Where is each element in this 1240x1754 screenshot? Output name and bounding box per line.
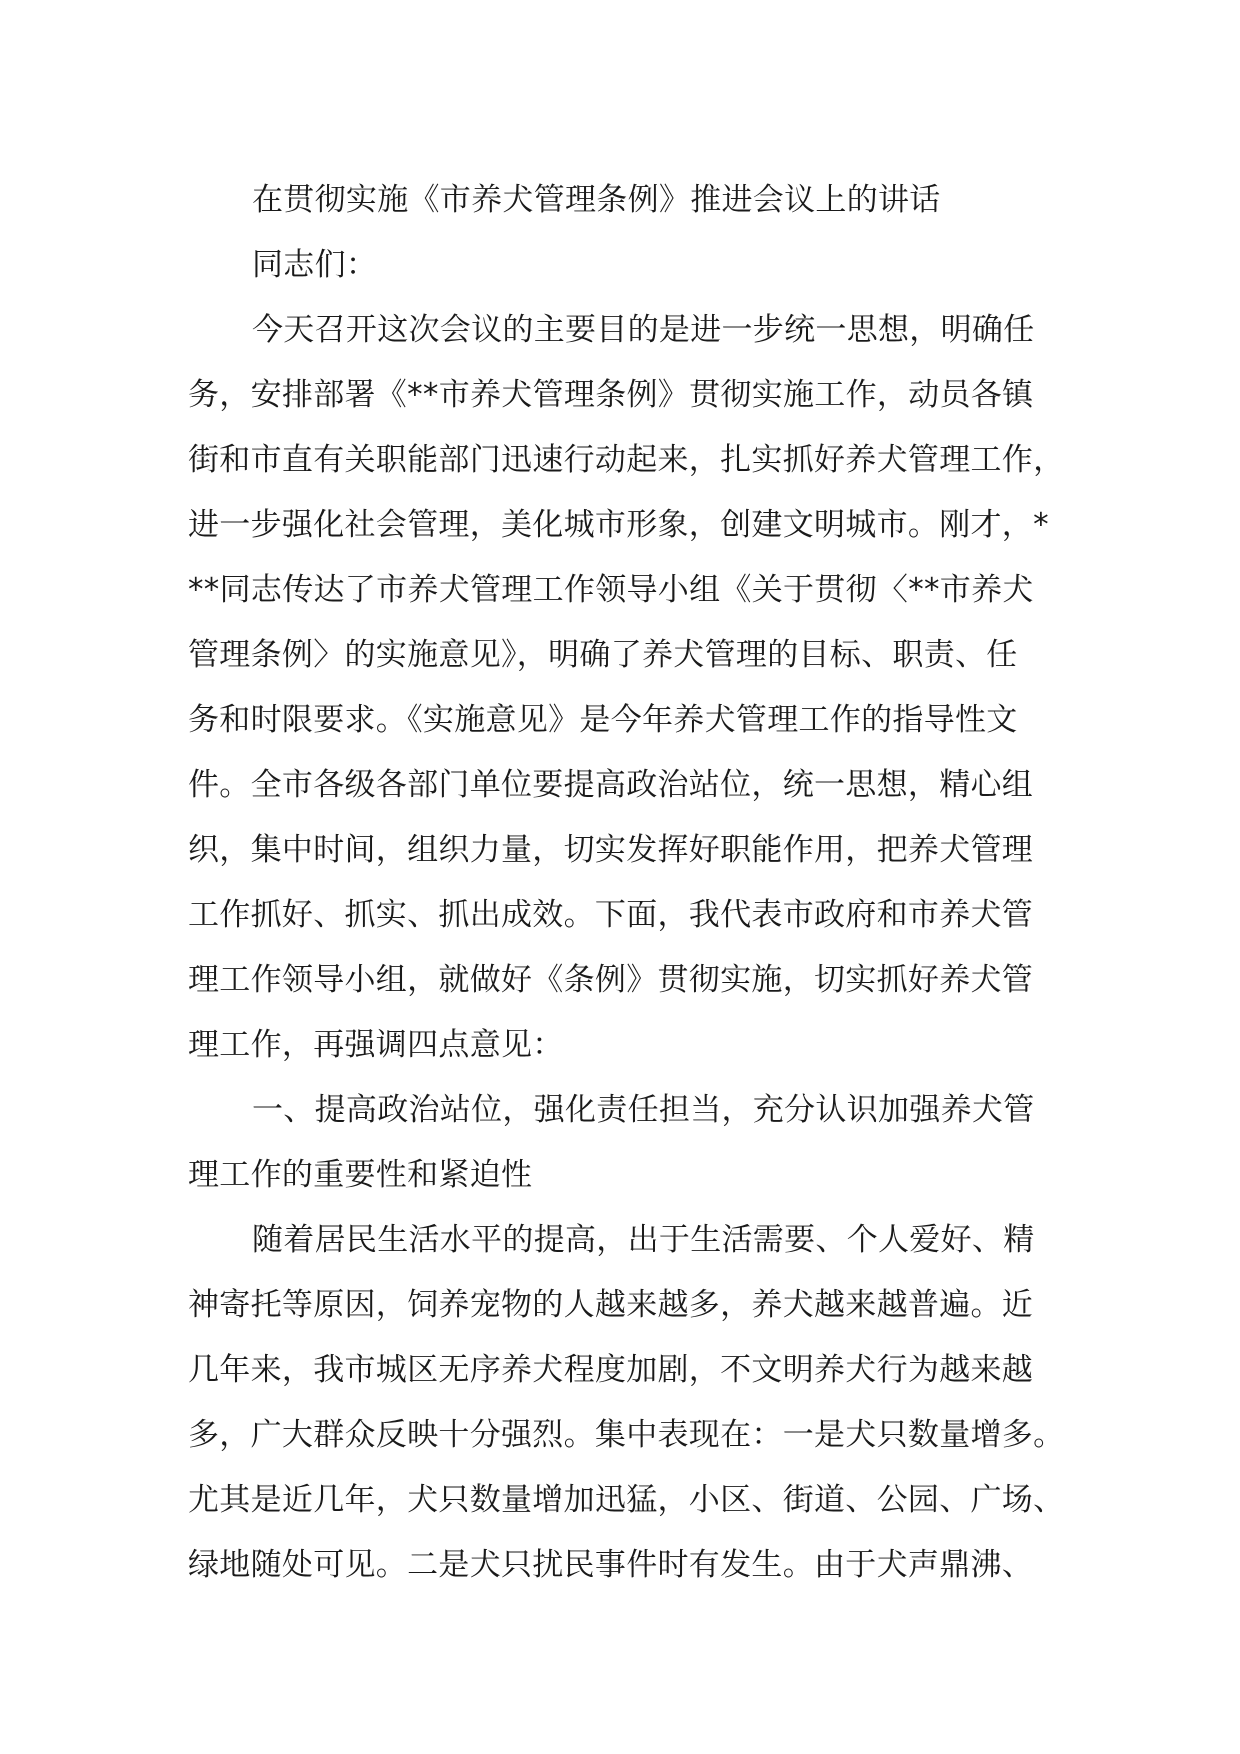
text-line: 织，集中时间，组织力量，切实发挥好职能作用，把养犬管理	[188, 832, 1034, 868]
text-line: 理工作领导小组，就做好《条例》贯彻实施，切实抓好养犬管	[188, 962, 1034, 998]
text-line: 多，广大群众反映十分强烈。集中表现在：一是犬只数量增多。	[188, 1417, 1065, 1453]
salutation: 同志们：	[252, 247, 378, 283]
section-heading: 一、提高政治站位，强化责任担当，充分认识加强养犬管	[252, 1092, 1035, 1128]
text-line: 今天召开这次会议的主要目的是进一步统一思想，明确任	[252, 312, 1035, 348]
text-line: 几年来，我市城区无序养犬程度加剧，不文明养犬行为越来越	[188, 1352, 1034, 1388]
text-line: 进一步强化社会管理，美化城市形象，创建文明城市。刚才，*	[188, 507, 1049, 543]
document-title: 在贯彻实施《市养犬管理条例》推进会议上的讲话	[252, 182, 941, 218]
text-line: 神寄托等原因，饲养宠物的人越来越多，养犬越来越普遍。近	[188, 1287, 1034, 1323]
text-line: 街和市直有关职能部门迅速行动起来，扎实抓好养犬管理工作，	[188, 442, 1065, 478]
text-line: 理工作，再强调四点意见：	[188, 1027, 564, 1063]
text-line: 件。全市各级各部门单位要提高政治站位，统一思想，精心组	[188, 767, 1034, 803]
text-line: **同志传达了市养犬管理工作领导小组《关于贯彻〈**市养犬	[188, 572, 1034, 608]
text-line: 尤其是近几年，犬只数量增加迅猛，小区、街道、公园、广场、	[188, 1482, 1065, 1518]
text-line: 绿地随处可见。二是犬只扰民事件时有发生。由于犬声鼎沸、	[188, 1547, 1034, 1583]
section-heading-continuation: 理工作的重要性和紧迫性	[188, 1157, 533, 1193]
document-body	[188, 168, 1088, 1598]
text-line: 务和时限要求。《实施意见》是今年养犬管理工作的指导性文	[188, 702, 1018, 738]
text-line: 随着居民生活水平的提高，出于生活需要、个人爱好、精	[252, 1222, 1035, 1258]
text-line: 务，安排部署《**市养犬管理条例》贯彻实施工作，动员各镇	[188, 377, 1034, 413]
text-line: 管理条例〉的实施意见》，明确了养犬管理的目标、职责、任	[188, 637, 1018, 673]
text-line: 工作抓好、抓实、抓出成效。下面，我代表市政府和市养犬管	[188, 897, 1034, 933]
